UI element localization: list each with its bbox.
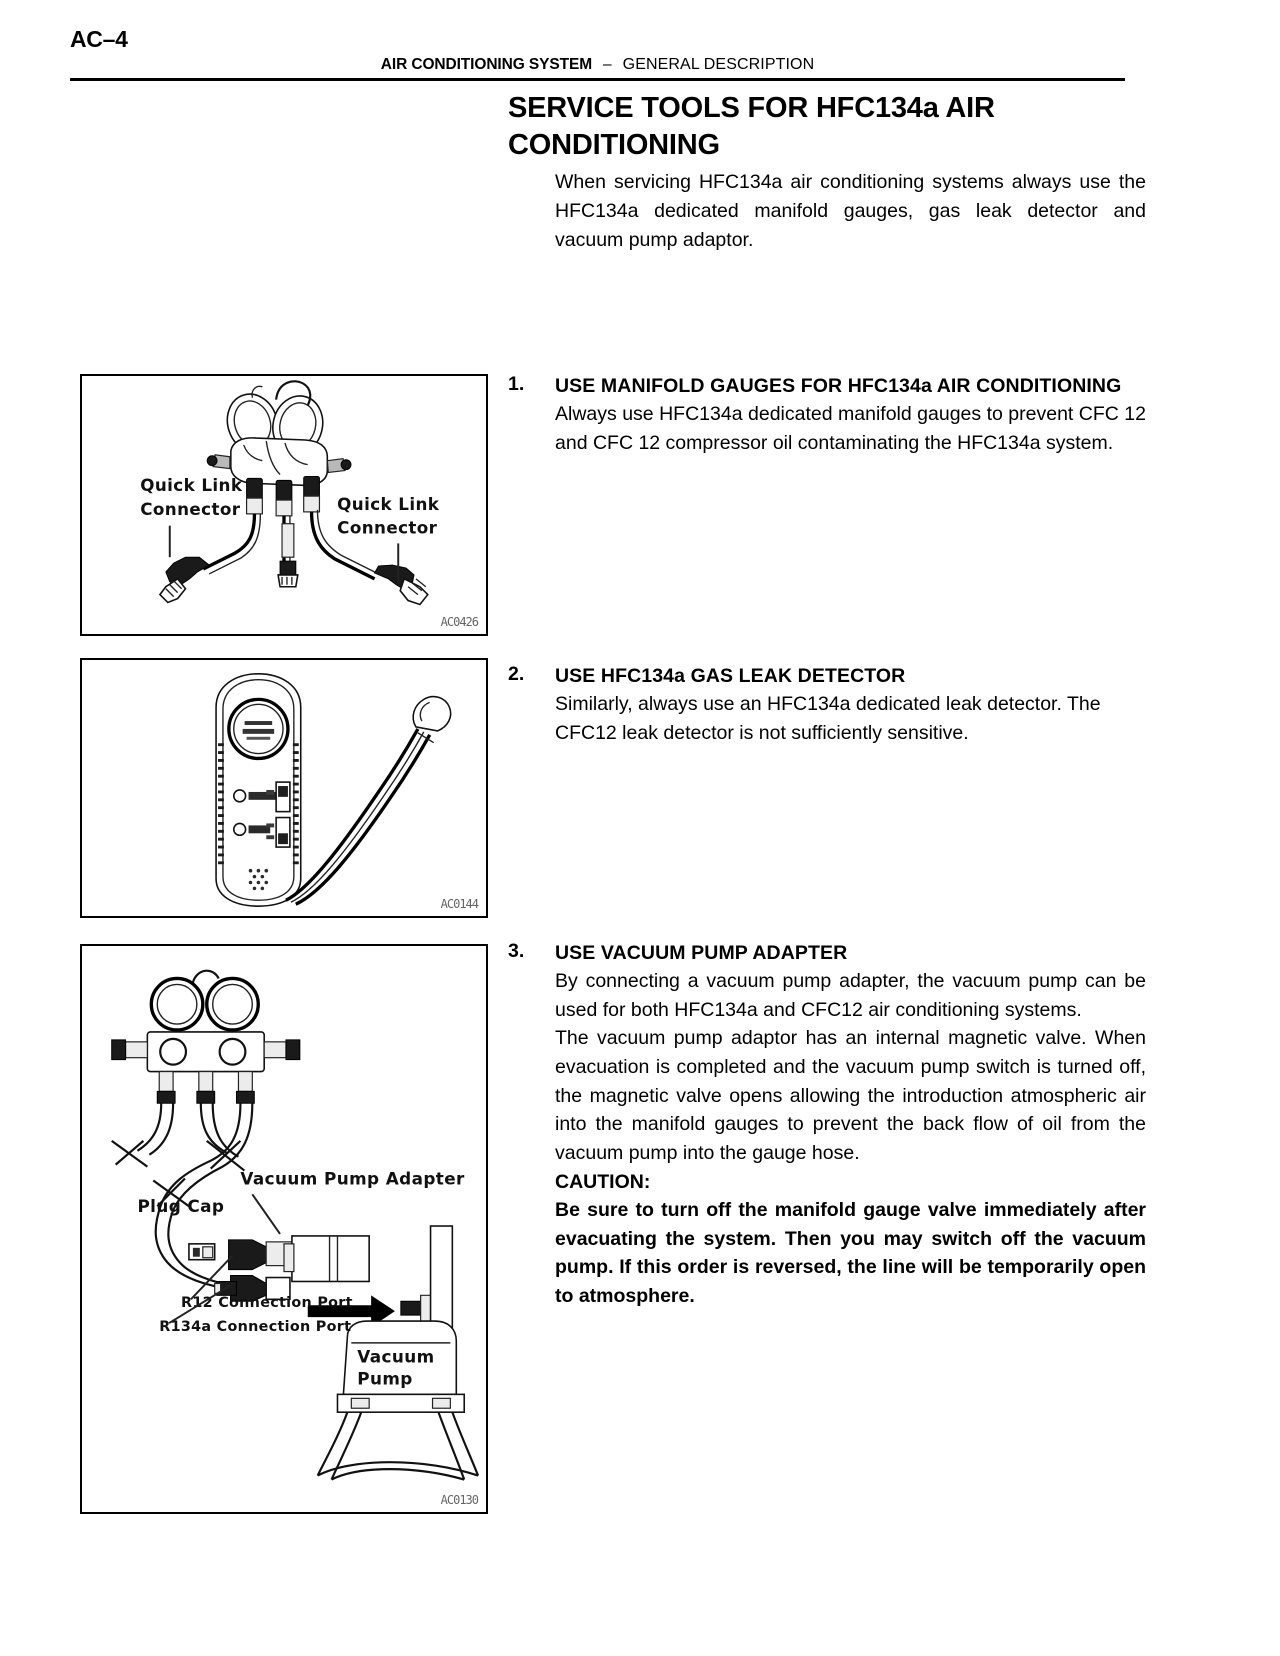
leader-line-adapter [252,1194,280,1234]
section-1-body: Always use HFC134a dedicated manifold gauges to prevent CFC 12 and CFC 12 compressor oil contaminating the HFC134a system. [555,402,1146,454]
header-breadcrumb [70,56,1125,74]
vacuum-pump-adapter-label: Vacuum Pump Adapter [240,1168,465,1189]
page-number: AC–4 [70,26,128,52]
header-subsection-name: GENERAL DESCRIPTION [622,56,815,73]
plug-cap-label: Plug Cap [137,1196,225,1217]
intro-paragraph: When servicing HFC134a air conditioning systems always use the HFC134a dedicated manifold gauges, gas leak detector and vacuum pump adaptor. [555,171,1146,251]
manifold-ports [247,476,320,515]
page-header [70,26,1125,82]
figure-gas-leak-detector [80,658,488,918]
quick-link-couplers [160,557,428,604]
vacuum-pump-adapter-drawing [82,946,486,1512]
header-separator: – [603,56,612,73]
r134a-connection-port-label: R134a Connection Port [159,1318,352,1335]
page-title: SERVICE TOOLS FOR HFC134a AIR CONDITIONING [508,92,995,162]
section-2-body: Similarly, always use an HFC134a dedicated leak detector. The CFC12 leak detector is not sufficiently sensitive. [555,692,1101,744]
intro-block [555,168,1146,254]
vacuum-pump-adapter-part [215,1236,369,1301]
caution-label: CAUTION: [555,1170,651,1193]
section-1 [508,373,1146,457]
figure-manifold-gauges [80,374,488,636]
quick-link-right-line1: Quick Link [337,493,440,514]
quick-link-left-line1: Quick Link [140,475,243,496]
figure-2-id-code: AC0144 [440,897,478,911]
section-2 [508,663,1146,747]
section-1-number: 1. [508,373,525,395]
r12-connection-port-label: R12 Connection Port [181,1295,353,1312]
figure-label-left [140,475,243,557]
section-1-heading: USE MANIFOLD GAUGES FOR HFC134a AIR CONDITIONING [555,375,1122,397]
figure-vacuum-pump-adapter [80,944,488,1514]
header-divider [70,78,1125,81]
title-block [508,90,1146,254]
section-3-number: 3. [508,940,525,962]
manifold-gauges-drawing [82,376,486,634]
label-plug-cap [137,1196,224,1216]
section-3-body-paragraph-1: By connecting a vacuum pump adapter, the vacuum pump can be used for both HFC134a and CFC12 air conditioning systems. [555,969,1146,1021]
quick-link-left-line2: Connector [140,498,241,519]
section-2-number: 2. [508,663,525,685]
vacuum-pump-label-line1: Vacuum [357,1346,435,1367]
figure-3-id-code: AC0130 [440,1493,478,1507]
vacuum-pump-label-line2: Pump [357,1368,413,1389]
section-3 [508,940,1146,1311]
section-3-body-paragraph-2: The vacuum pump adaptor has an internal magnetic valve. When evacuation is completed and the vacuum pump switch is turned off, the magnetic valve opens allowing the introduction atmospheric air into the manifold gauges to prevent the back flow of oil from the vacuum pump into the gauge hose. [555,1027,1146,1164]
quick-link-right-line2: Connector [337,517,438,538]
figure-1-id-code: AC0426 [440,615,478,629]
label-vacuum-pump-adapter [240,1168,465,1234]
section-3-heading: USE VACUUM PUMP ADAPTER [555,942,848,964]
plug-cap-part [189,1244,215,1260]
hose-break-mark-left [112,1141,148,1167]
header-system-name: AIR CONDITIONING SYSTEM [380,56,593,73]
manifold-gauge-set [112,971,300,1104]
caution-text: Be sure to turn off the manifold gauge valve immediately after evacuating the system. Then you may switch off the vacuum pump. If this order is reversed, the line will be temporarily open to atmosphere. [555,1199,1146,1308]
sensor-probe [286,697,451,905]
section-2-heading: USE HFC134a GAS LEAK DETECTOR [555,665,906,687]
gas-leak-detector-drawing [82,660,486,916]
